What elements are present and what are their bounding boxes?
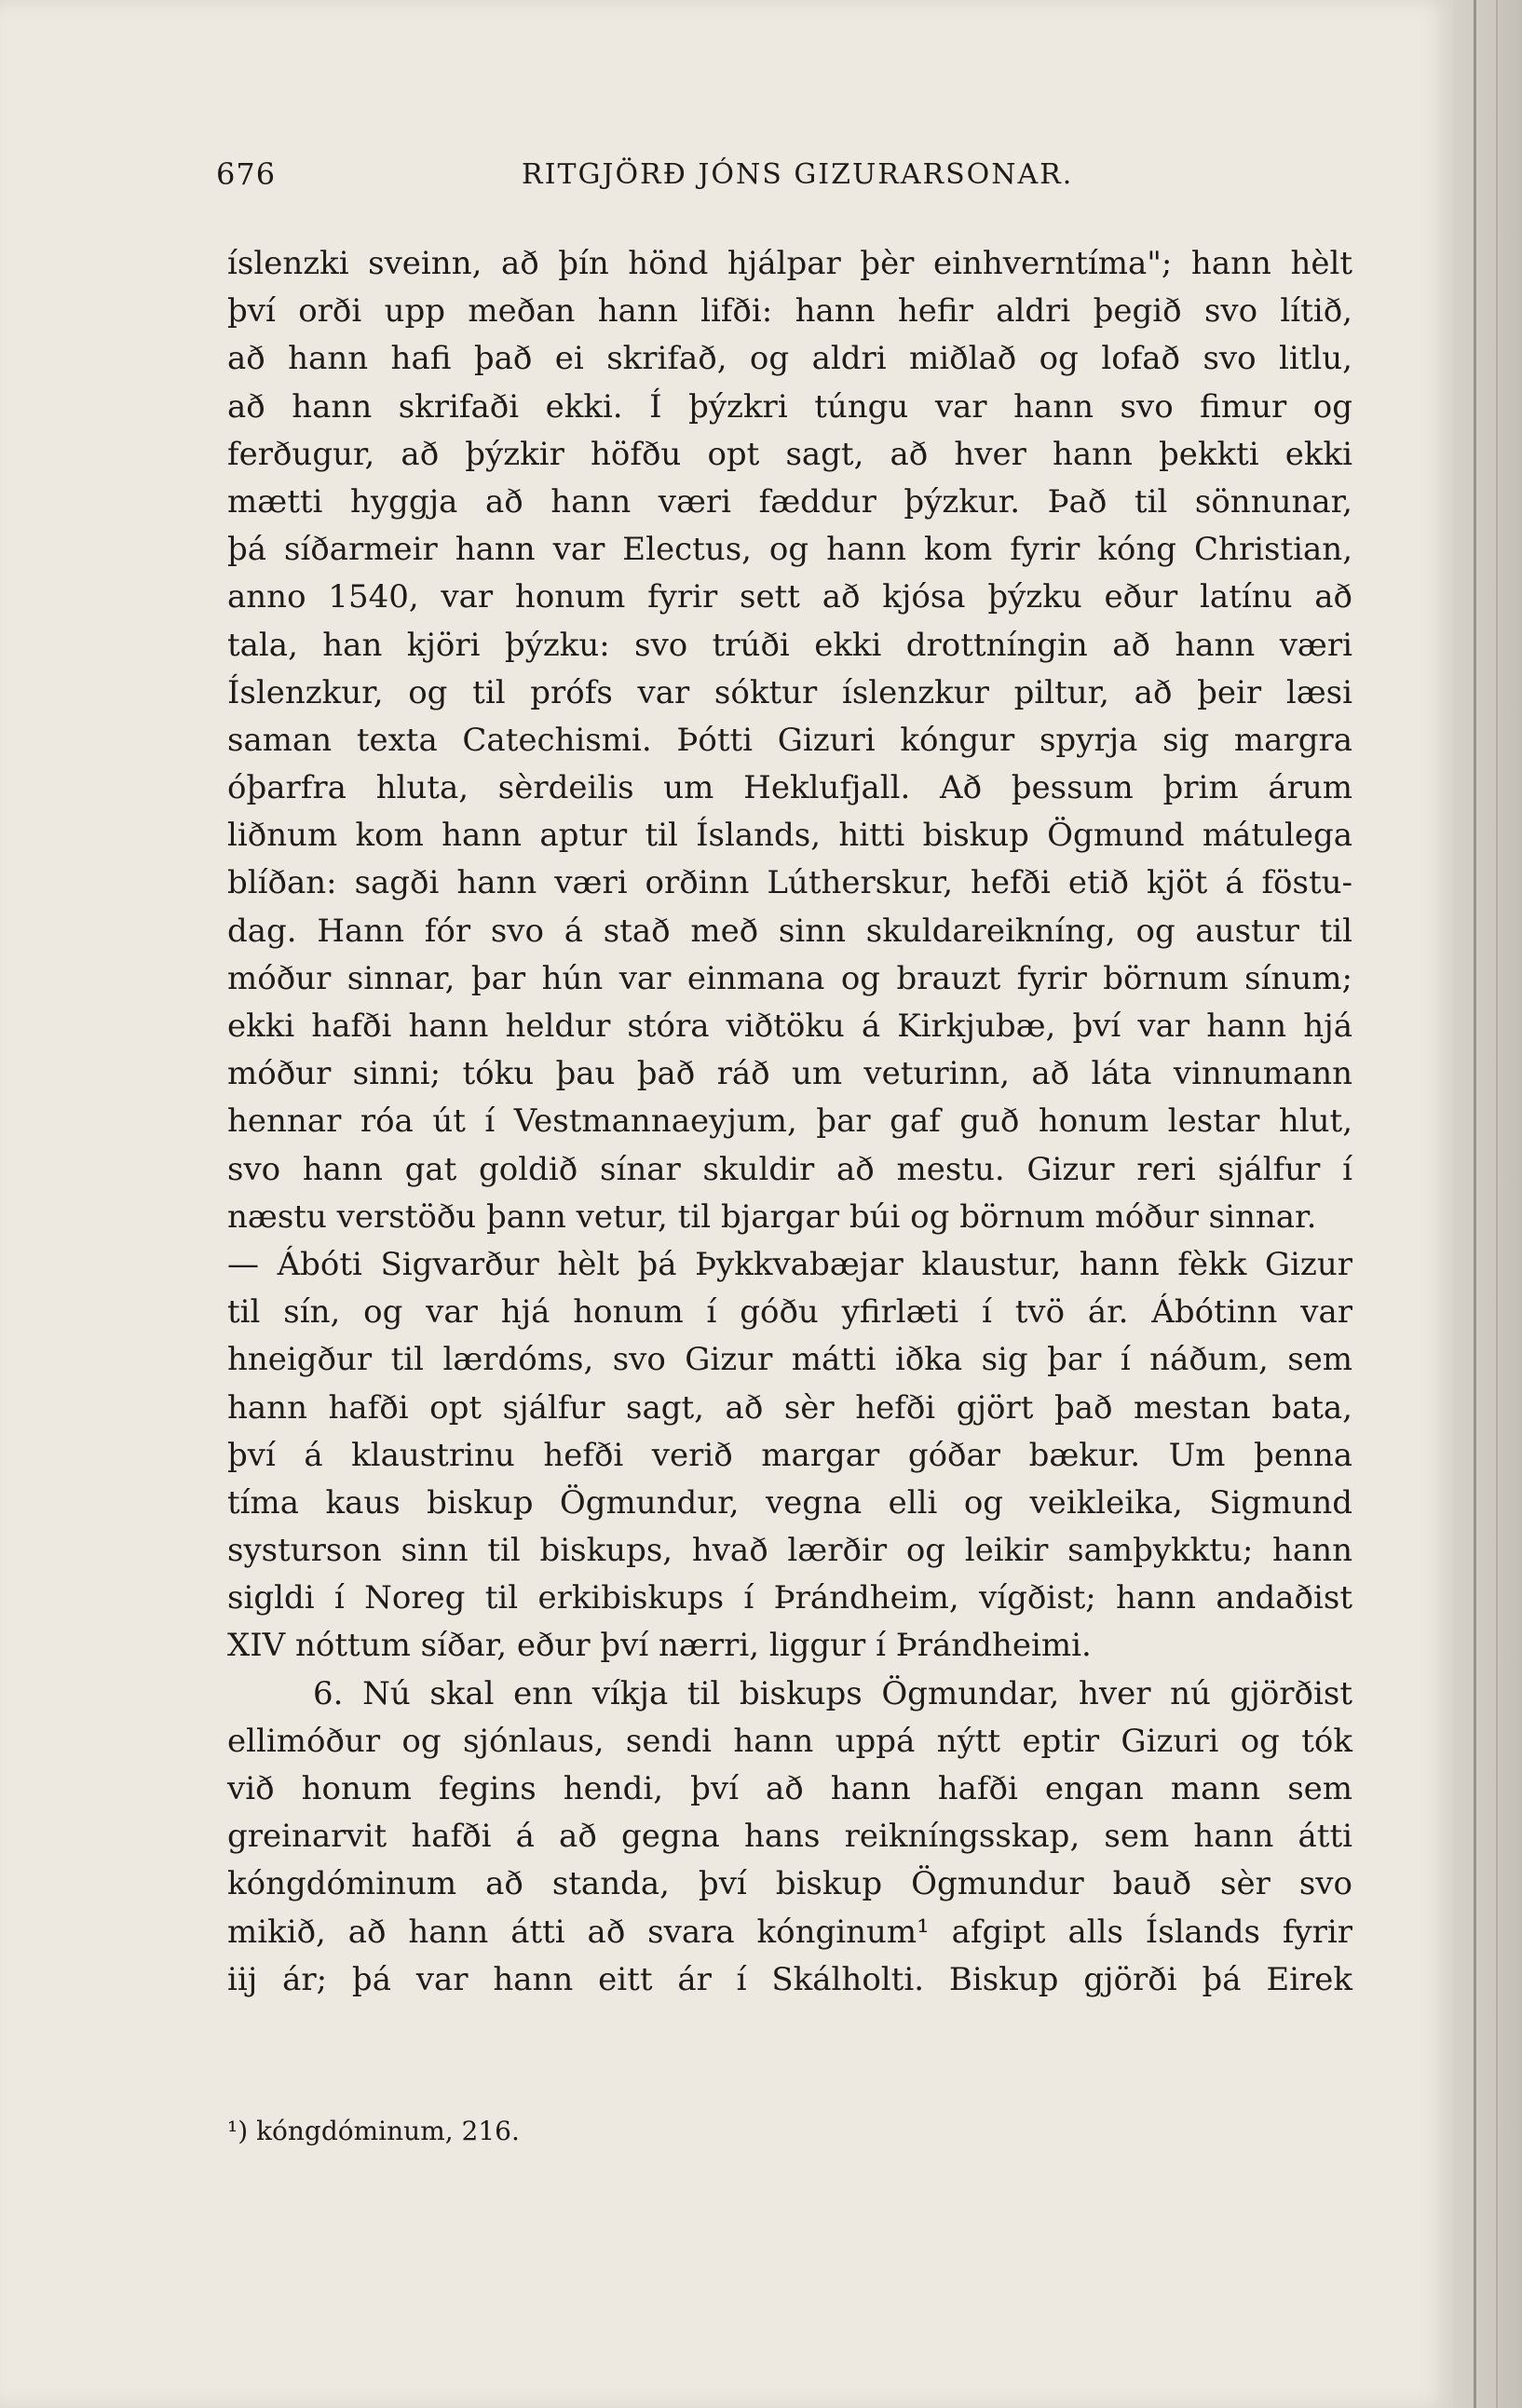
text-line: liðnum kom hann aptur til Íslands, hitti biskup Ögmund mátulega xyxy=(227,817,1352,855)
page-edge-line xyxy=(1474,0,1476,2408)
text-line: því orði upp meðan hann lifði: hann hefir aldri þegið svo lítið, xyxy=(227,292,1352,331)
text-line: greinarvit hafði á að gegna hans reikníngsskap, sem hann átti xyxy=(227,1818,1352,1856)
text-line: XIV nóttum síðar, eður því nærri, liggur í Þrándheimi. xyxy=(227,1627,1092,1665)
text-line: ferðugur, að þýzkir höfðu opt sagt, að hver hann þekkti ekki xyxy=(227,435,1352,473)
page-edge-line xyxy=(1496,0,1498,2408)
text-line: sigldi í Noreg til erkibiskups í Þrándheim, vígðist; hann andaðist xyxy=(227,1579,1352,1617)
footnote-text: kóngdóminum, 216. xyxy=(256,2116,520,2146)
page-header xyxy=(0,156,1453,199)
text-line: hneigður til lærdóms, svo Gizur mátti iðka sig þar í náðum, sem xyxy=(227,1341,1352,1379)
text-line: þá síðarmeir hann var Electus, og hann kom fyrir kóng Christian, xyxy=(227,531,1352,569)
text-line: íslenzki sveinn, að þín hönd hjálpar þèr einhverntíma"; hann hèlt xyxy=(227,245,1352,282)
footnote-marker: ¹) xyxy=(227,2116,249,2146)
text-line: saman texta Catechismi. Þótti Gizuri kóngur spyrja sig margra xyxy=(227,721,1352,759)
page-number: 676 xyxy=(216,156,277,192)
body-text xyxy=(227,240,1352,2004)
text-line: mætti hyggja að hann væri fæddur þýzkur. Það til sönnunar, xyxy=(227,482,1352,521)
text-line: 6. Nú skal enn víkja til biskups Ögmundar, hver nú gjörðist xyxy=(313,1674,1352,1712)
text-line: næstu verstöðu þann vetur, til bjargar búi og börnum móður sinnar. xyxy=(227,1197,1317,1236)
adjacent-page-edge xyxy=(1453,0,1522,2408)
text-line: að hann hafi það ei skrifað, og aldri miðlað og lofað svo litlu, xyxy=(227,340,1352,378)
text-line: tíma kaus biskup Ögmundur, vegna elli og veikleika, Sigmund xyxy=(227,1483,1352,1522)
text-line: við honum fegins hendi, því að hann hafði engan mann sem xyxy=(227,1770,1352,1807)
text-line: að hann skrifaði ekki. Í þýzkri túngu var hann svo fimur og xyxy=(227,387,1352,426)
text-line: Íslenzkur, og til prófs var sóktur íslenzkur piltur, að þeir læsi xyxy=(227,673,1352,711)
text-line: mikið, að hann átti að svara kónginum¹ afgipt alls Íslands fyrir xyxy=(227,1913,1352,1951)
text-line: anno 1540, var honum fyrir sett að kjósa þýzku eður latínu að xyxy=(227,578,1352,616)
text-line: systurson sinn til biskups, hvað lærðir og leikir samþykktu; hann xyxy=(227,1532,1352,1570)
text-line: tala, han kjöri þýzku: svo trúði ekki drottníngin að hann væri xyxy=(227,626,1352,664)
text-line: blíðan: sagði hann væri orðinn Lútherskur, hefði etið kjöt á föstu- xyxy=(227,864,1352,902)
text-line: hann hafði opt sjálfur sagt, að sèr hefði gjört það mestan bata, xyxy=(227,1388,1352,1427)
text-line: iij ár; þá var hann eitt ár í Skálholti. Biskup gjörði þá Eirek xyxy=(227,1960,1352,1998)
text-line: hennar róa út í Vestmannaeyjum, þar gaf guð honum lestar hlut, xyxy=(227,1103,1352,1141)
text-line: svo hann gat goldið sínar skuldir að mestu. Gizur reri sjálfur í xyxy=(227,1150,1352,1188)
text-line: kóngdóminum að standa, því biskup Ögmundur bauð sèr svo xyxy=(227,1865,1352,1903)
text-line: óþarfra hluta, sèrdeilis um Heklufjall. Að þessum þrim árum xyxy=(227,769,1352,807)
running-head: RITGJÖRÐ JÓNS GIZURARSONAR. xyxy=(522,158,1074,191)
text-line: móður sinnar, þar hún var einmana og brauzt fyrir börnum sínum; xyxy=(227,959,1352,997)
text-line: — Ábóti Sigvarður hèlt þá Þykkvabæjar klaustur, hann fèkk Gizur xyxy=(227,1245,1352,1283)
text-line: til sín, og var hjá honum í góðu yfirlæti í tvö ár. Ábótinn var xyxy=(227,1293,1352,1332)
text-line: ekki hafði hann heldur stóra viðtöku á Kirkjubæ, því var hann hjá xyxy=(227,1008,1352,1045)
text-line: því á klaustrinu hefði verið margar góðar bækur. Um þenna xyxy=(227,1436,1352,1474)
text-line: dag. Hann fór svo á stað með sinn skuldareikníng, og austur til xyxy=(227,912,1352,950)
text-line: móður sinni; tóku þau það ráð um veturinn, að láta vinnumann xyxy=(227,1055,1352,1093)
text-line: ellimóður og sjónlaus, sendi hann uppá nýtt eptir Gizuri og tók xyxy=(227,1722,1352,1760)
footnote xyxy=(227,2116,520,2146)
